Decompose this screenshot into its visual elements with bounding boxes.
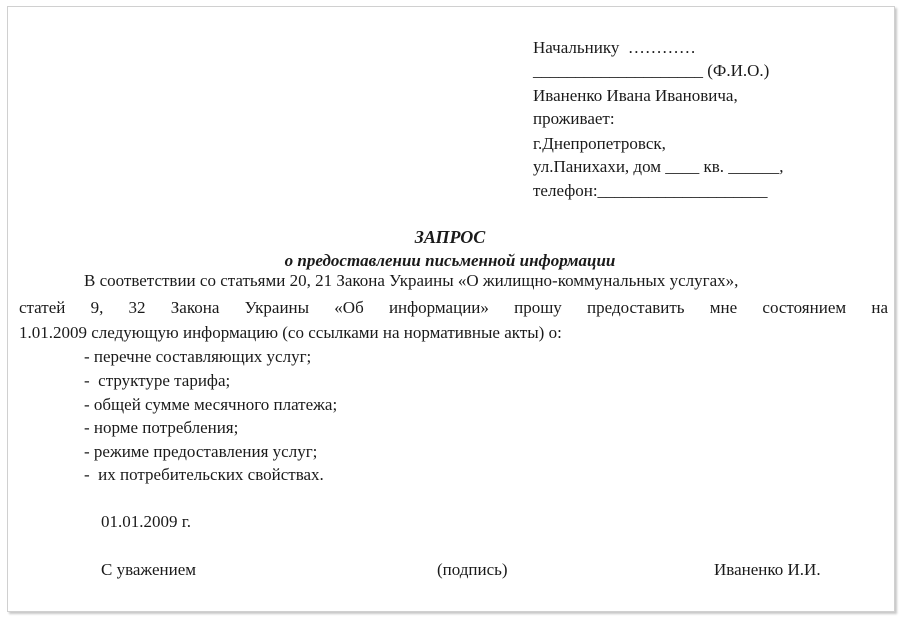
signer-name: Иваненко И.И. (714, 560, 821, 579)
body-line-3: 1.01.2009 следующую информацию (со ссылками на нормативные акты) о: (19, 323, 562, 342)
addressee-to: Начальнику ………… (533, 38, 696, 57)
list-item: - структуре тарифа; (84, 371, 231, 390)
sender-name: Иваненко Ивана Ивановича, (533, 86, 738, 105)
document-title: ЗАПРОС (414, 227, 486, 247)
sender-phone: телефон:____________________ (533, 181, 768, 200)
list-item: - их потребительских свойствах. (84, 465, 324, 484)
document-subtitle: о предоставлении письменной информации (284, 251, 616, 270)
lives-label: проживает: (533, 109, 615, 128)
closing-text: С уважением (101, 560, 197, 579)
document-date: 01.01.2009 г. (101, 512, 192, 531)
body-line-1: В соответствии со статьями 20, 21 Закона Украины «О жилищно-коммунальных услугах», (84, 271, 739, 290)
list-item: - перечне составляющих услуг; (84, 347, 312, 366)
list-item: - общей сумме месячного платежа; (84, 395, 338, 414)
body-line-2: статей 9, 32 Закона Украины «Об информации» прошу предоставить мне состоянием на (19, 298, 888, 317)
sender-street: ул.Панихахи, дом ____ кв. ______, (533, 157, 784, 176)
signature-placeholder: (подпись) (437, 560, 508, 579)
sender-city: г.Днепропетровск, (533, 134, 666, 153)
list-item: - режиме предоставления услуг; (84, 442, 318, 461)
addressee-fio: ____________________ (Ф.И.О.) (533, 61, 770, 80)
list-item: - норме потребления; (84, 418, 239, 437)
